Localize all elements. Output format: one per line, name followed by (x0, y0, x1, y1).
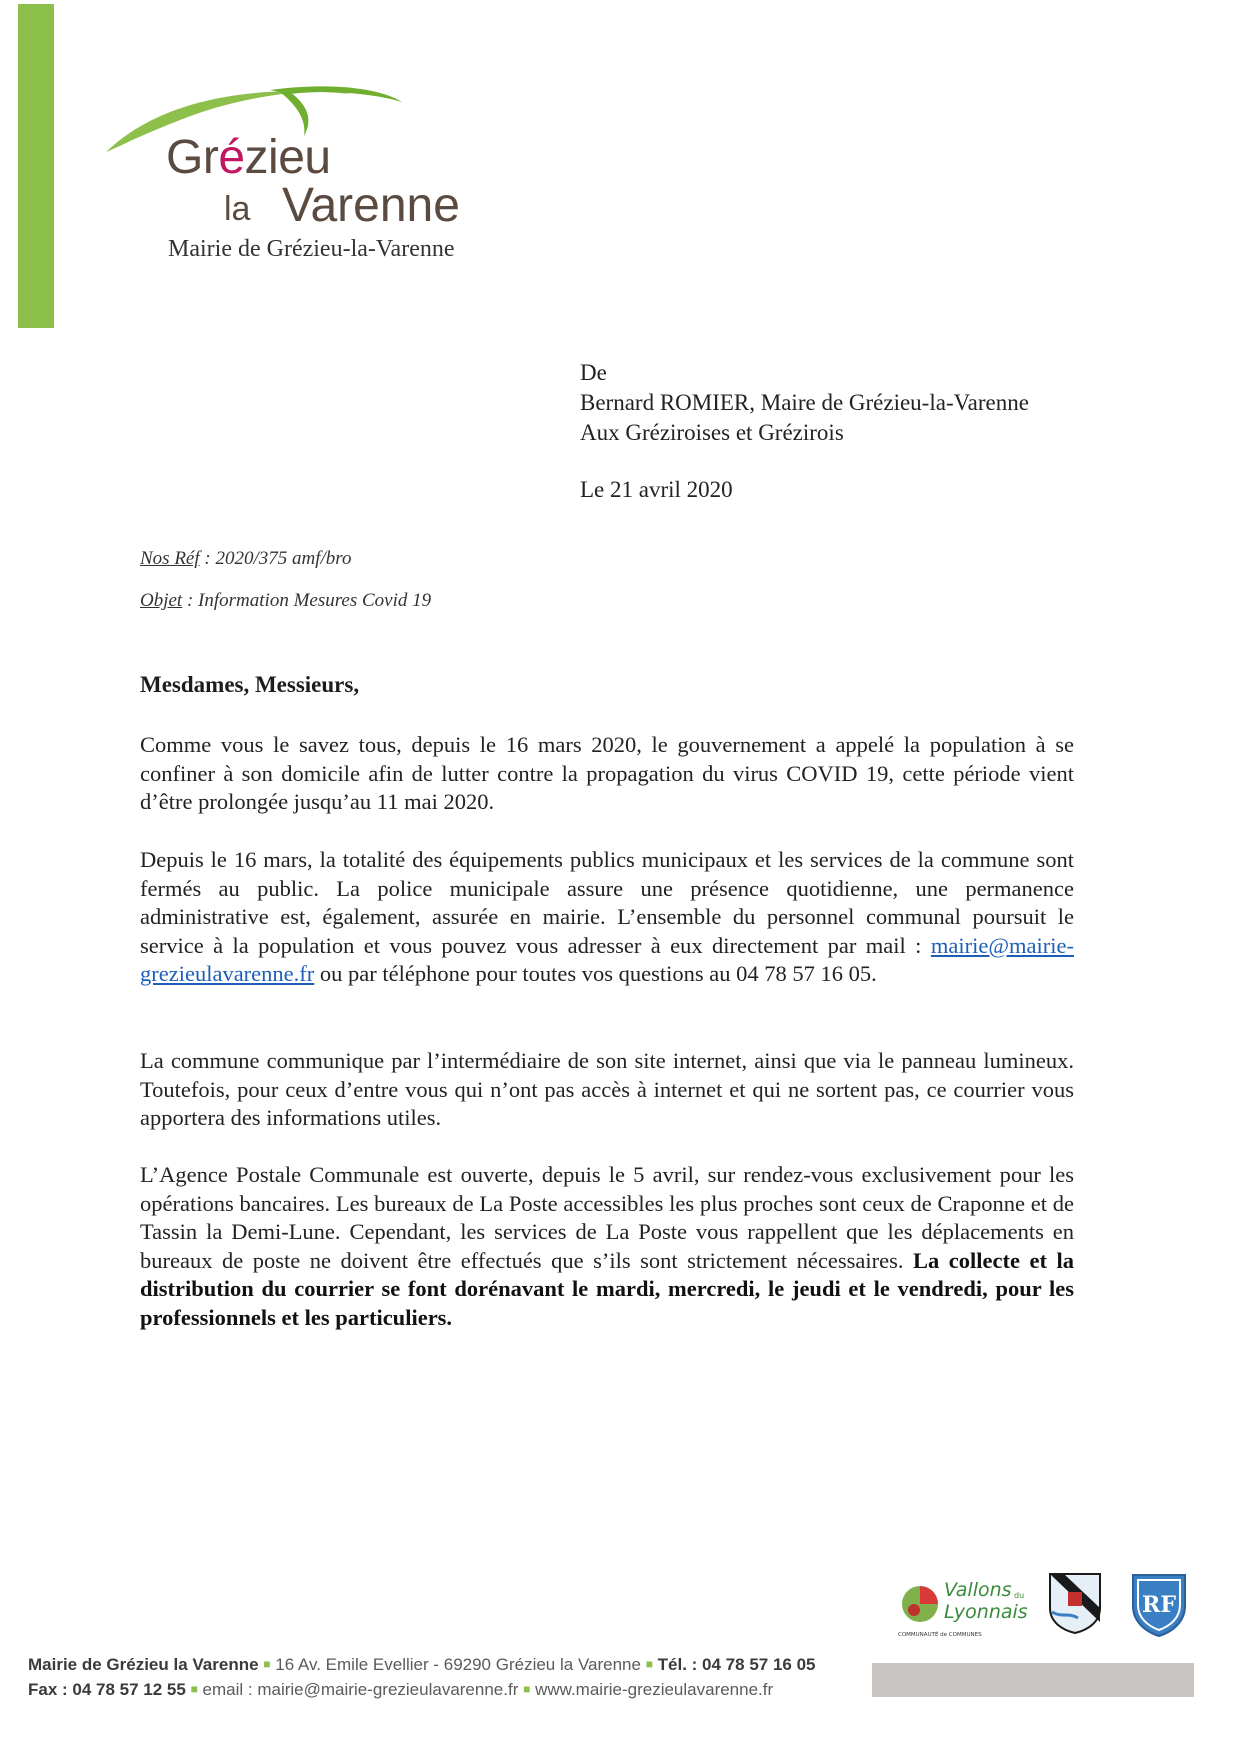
greeting: Mesdames, Messieurs, (140, 672, 360, 697)
paragraph-2: Depuis le 16 mars, la totalité des équipements publics municipaux et les services de la commune sont fermés au public. La police municipale assure une présence quotidienne, une permanence administrative est, également, assurée en mairie. L’ensemble du personnel communal poursuit le service à la population et vous pouvez vous adresser à eux directement par mail : mairie@mairie-grezieulavarenne.fr ou par téléphone pour toutes vos questions au 04 78 57 16 05. (140, 847, 1074, 986)
svg-text:COMMUNAUTÉ de COMMUNES: COMMUNAUTÉ de COMMUNES (898, 1632, 982, 1638)
reference-label: Nos Réf (140, 548, 200, 569)
logo-text-grezieu: Grézieu (166, 131, 331, 184)
footer-gray-band (872, 1663, 1194, 1697)
paragraph-3: La commune communique par l’intermédiaire de son site internet, ainsi que via le panneau lumineux. Toutefois, pour ceux d’entre vous qui n’ont pas accès à internet et qui ne sortent pas, ce courrier vous apportera des informations utiles. (140, 1048, 1074, 1130)
logo-text-varenne: Varenne (282, 179, 460, 232)
postal-schedule-bold: La collecte et la distribution du courrier se font dorénavant le mardi, mercredi, le jeudi et le vendredi, pour les professionnels et les particuliers. (140, 1247, 1074, 1330)
sender-block (580, 358, 1029, 448)
mairie-name: Mairie de Grézieu-la-Varenne (168, 236, 455, 262)
republique-francaise-shield-icon (1130, 1572, 1188, 1638)
commune-logo (100, 78, 460, 248)
object-label: Objet (140, 590, 183, 611)
logo-text-la: la (224, 190, 251, 228)
footer-contact (28, 1652, 816, 1702)
sender-line-recipients: Aux Gréziroises et Grézirois (580, 420, 844, 445)
object-value: : Information Mesures Covid 19 (182, 590, 432, 611)
email-link[interactable]: mairie@mairie-grezieulavarenne.fr (140, 932, 1074, 986)
footer-line-2: Fax : 04 78 57 12 55 ■ email : mairie@mairie-grezieulavarenne.fr ■ www.mairie-grezieulavarenne.fr (28, 1680, 774, 1699)
svg-text:Vallons: Vallons (944, 1579, 1012, 1601)
vallons-du-lyonnais-logo (898, 1572, 1038, 1642)
svg-text:Lyonnais: Lyonnais (944, 1601, 1028, 1623)
reference-line (140, 548, 351, 570)
municipal-crest-icon (1048, 1572, 1102, 1634)
paragraph-4: L’Agence Postale Communale est ouverte, depuis le 5 avril, sur rendez-vous exclusivement pour les opérations bancaires. Les bureaux de La Poste accessibles les plus proches sont ceux de Craponne et de Tassin la Demi-Lune. Cependant, les services de La Poste vous rappellent que les déplacements en bureaux de poste ne doivent être effectués que s’ils sont strictement nécessaires. La collecte et la distribution du courrier se font dorénavant le mardi, mercredi, le jeudi et le vendredi, pour les professionnels et les particuliers. (140, 1162, 1074, 1330)
letter-date: Le 21 avril 2020 (580, 477, 733, 502)
sender-line-author: Bernard ROMIER, Maire de Grézieu-la-Varenne (580, 390, 1029, 415)
svg-text:RF: RF (1142, 1592, 1176, 1618)
header-green-bar (18, 4, 54, 328)
paragraph-1: Comme vous le savez tous, depuis le 16 mars 2020, le gouvernement a appelé la population à se confiner à son domicile afin de lutter contre la propagation du virus COVID 19, cette période vient d’être prolongée jusqu’au 11 mai 2020. (140, 732, 1074, 814)
reference-value: : 2020/375 amf/bro (199, 548, 352, 569)
svg-text:du: du (1014, 1591, 1025, 1600)
footer-line-1: Mairie de Grézieu la Varenne ■ 16 Av. Emile Evellier - 69290 Grézieu la Varenne ■ Tél. : 04 78 57 16 05 (28, 1655, 816, 1674)
object-line (140, 590, 431, 612)
sender-line-de: De (580, 360, 607, 385)
